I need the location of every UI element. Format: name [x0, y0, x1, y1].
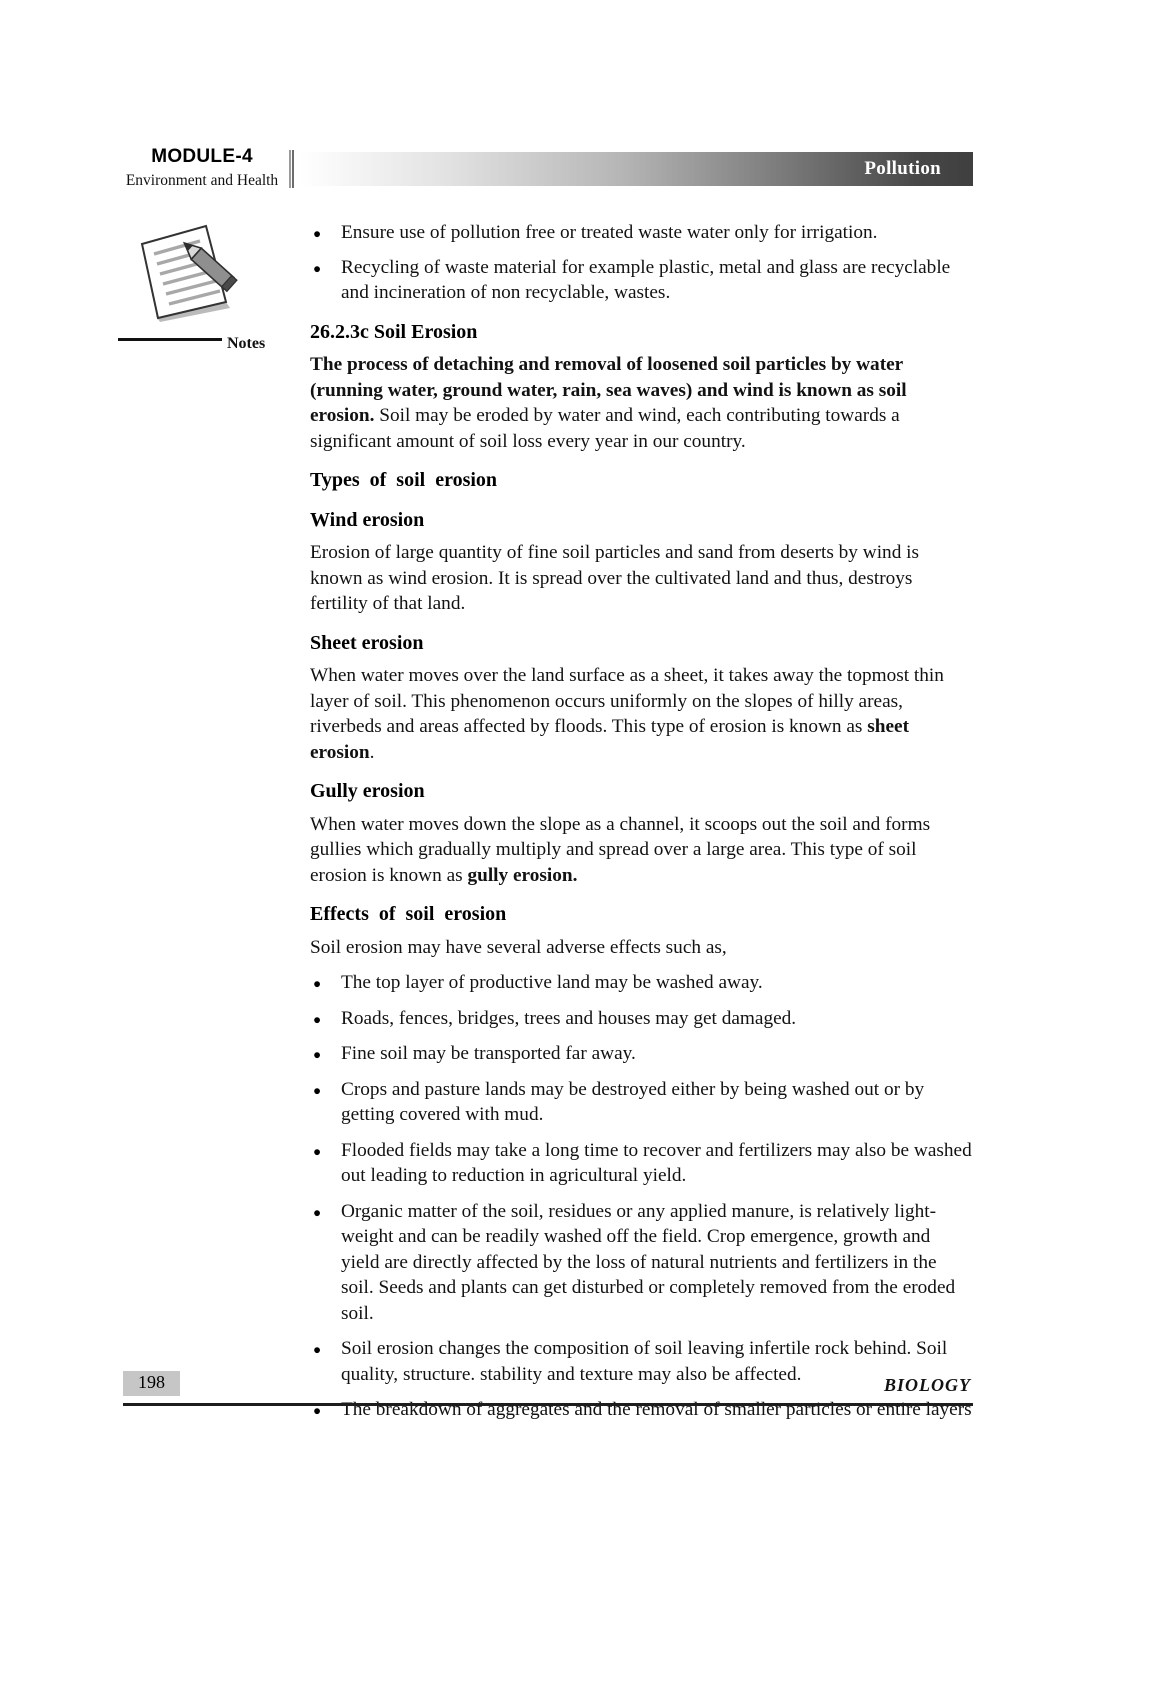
notepad-pencil-icon: [126, 216, 246, 334]
heading-effects-of-soil-erosion: Effects of soil erosion: [310, 903, 507, 925]
sheet-bold-term: sheet erosion: [310, 716, 909, 763]
sheet-body-text: When water moves over the land surface as a sheet, it takes away the topmost thin layer of soil. This phenomenon occurs uniformly on the slopes of hilly areas, riverbeds and areas affected by floods. This type of erosion is known as: [310, 665, 944, 737]
notes-caption: [118, 330, 292, 352]
lead-bold-text: The process of detaching and removal of loosened soil particles by water (running water, ground water, rain, sea waves) and wind is known as soil erosion.: [310, 354, 907, 426]
sheet-body-end: .: [369, 741, 375, 763]
notes-figure: [112, 216, 292, 352]
gully-body-text: When water moves down the slope as a channel, it scoops out the soil and forms gullies which gradually multiply and spread over a large area. This type of soil erosion is known as: [310, 813, 931, 886]
heading-types-of-soil-erosion: Types of soil erosion: [310, 469, 498, 491]
gully-bold-term: gully erosion.: [467, 864, 578, 886]
effect-bullet-item: ● Soil erosion changes the composition of soil leaving infertile rock behind. Soil quality, structure. stability and texture may also be affected.: [310, 1336, 973, 1387]
effect-bullet-item: ● Fine soil may be transported far away.: [310, 1041, 973, 1067]
bullet-item: ● Ensure use of pollution free or treated waste water only for irrigation.: [310, 220, 973, 246]
header-title: Pollution: [864, 158, 941, 179]
heading-wind-erosion: Wind erosion: [310, 508, 425, 531]
effects-intro: Soil erosion may have several adverse effects such as,: [310, 936, 727, 958]
page-footer: [123, 1371, 973, 1406]
notes-underline: [118, 338, 222, 341]
page-header: [300, 152, 973, 186]
header-left-rule: [289, 150, 294, 188]
gully-erosion-paragraph: [310, 812, 973, 889]
soil-erosion-lead-paragraph: [310, 352, 973, 454]
book-title: BIOLOGY: [884, 1375, 971, 1395]
notes-label: Notes: [227, 335, 266, 352]
heading-sheet-erosion: Sheet erosion: [310, 631, 424, 654]
heading-gully-erosion: Gully erosion: [310, 780, 425, 802]
top-bullet-list: [310, 220, 973, 306]
effect-bullet-item: ● The breakdown of aggregates and the removal of smaller particles or entire layers: [310, 1397, 973, 1423]
page-number: 198: [123, 1371, 180, 1396]
module-title: MODULE-4: [151, 146, 253, 167]
effects-bullet-list: [310, 970, 973, 1423]
margin-column: [112, 146, 292, 352]
effect-bullet-item: ● Roads, fences, bridges, trees and houses may get damaged.: [310, 1006, 973, 1032]
effect-bullet-item: ● The top layer of productive land may be washed away.: [310, 970, 973, 996]
effect-bullet-item: ● Crops and pasture lands may be destroyed either by being washed out or by getting covered with mud.: [310, 1077, 973, 1128]
wind-erosion-paragraph: Erosion of large quantity of fine soil particles and sand from deserts by wind is known as wind erosion. It is spread over the cultivated land and thus, destroys fertility of that land.: [310, 542, 920, 614]
sheet-erosion-paragraph: [310, 663, 973, 765]
module-subtitle: Environment and Health: [125, 172, 279, 189]
main-content: [310, 220, 973, 1433]
effect-bullet-item: ● Organic matter of the soil, residues or any applied manure, is relatively light-weight and can be readily washed off the field. Crop emergence, growth and yield are directly affected by the loss of natural nutrients and fertilizers in the soil. Seeds and plants can get disturbed or completely removed from the eroded soil.: [310, 1199, 973, 1327]
lead-rest-text: Soil may be eroded by water and wind, each contributing towards a significant amount of soil loss every year in our country.: [310, 405, 900, 452]
effect-bullet-item: ● Flooded fields may take a long time to recover and fertilizers may also be washed out leading to reduction in agricultural yield.: [310, 1138, 973, 1189]
bullet-item: ● Recycling of waste material for example plastic, metal and glass are recyclable and incineration of non recyclable, wastes.: [310, 255, 973, 306]
section-heading-soil-erosion: 26.2.3c Soil Erosion: [310, 320, 478, 343]
